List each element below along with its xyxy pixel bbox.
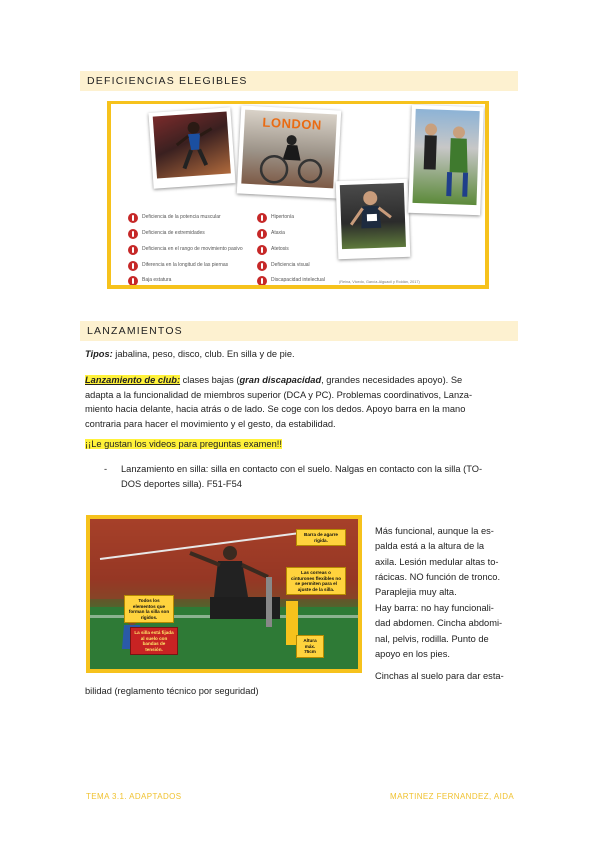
side-paragraph-1: Más funcional, aunque la es- palda está a la altura de la axila. Lesión medular altas to- rácicas. NO función de tronco. Paraplejia muy alta. [375,526,501,598]
deficiencias-figure: LONDON Deficiencia de la potencia muscular Deficiencia de extremidades Deficiencia en el rango de movimiento pasivo Diferencia en la longitud de las piernas Baja estatura Hipertonía Ataxia Atetosis Deficiencia visual Discapacidad intelectual (Reina, Vicedo, García-Alguacil y Roldán, 2017) [107,101,489,289]
tipos-label: Tipos: [85,349,113,359]
note-silla: La silla está fijada al suelo con bandas de tensión. [130,627,178,655]
figure-citation: (Reina, Vicedo, García-Alguacil y Roldán, 2017) [339,280,420,284]
deficiency-icon [128,229,138,239]
brand-text: LONDON [262,114,323,133]
deficiency-icon [128,261,138,271]
tipos-text: jabalina, peso, disco, club. En silla y de pie. [112,349,295,359]
photo-shot-put [408,105,484,215]
cinchas-line-1: Cinchas al suelo para dar esta- [375,671,504,681]
note-altura: Altura máx. 75cm [296,635,324,658]
deficiency-icon [257,213,267,223]
cinchas-line-2: bilidad (reglamento técnico por seguridad) [85,686,259,696]
section-title: DEFICIENCIAS ELEGIBLES [87,75,248,87]
deficiency-icon [128,245,138,255]
highlight-note: ¡¡Le gustan los videos para preguntas examen!! [85,439,282,449]
deficiency-icon [257,276,267,285]
side-paragraph-2: Hay barra: no hay funcionali- dad abdomen. Cincha abdomi- nal, pelvis, rodilla. Punto de apoyo en los pies. [375,603,503,659]
footer-topic: TEMA 3.1. ADAPTADOS [86,792,182,801]
deficiency-icon [257,229,267,239]
deficiency-icon [257,245,267,255]
footer-author: MARTINEZ FERNANDEZ, AIDA [390,792,515,801]
club-label: Lanzamiento de club: [85,375,181,385]
club-paragraph: Lanzamiento de club: clases bajas (gran discapacidad, grandes necesidades apoyo). Se adapta a la funcionalidad de miembros superior (DCA y PC). Problemas coordinativos, Lanza- miento hacia delante, hacia atrás o de lado. Se coge con los dedos. Apoyo barra en la mano contraria para hacer el movimiento y el gesto, da estabilidad. [85,375,473,429]
note-correas: Las correas o cinturones flexibles no se permiten para el ajuste de la silla. [286,567,346,595]
tipos-paragraph [85,347,295,362]
deficiency-icon [128,213,138,223]
section-title: LANZAMIENTOS [87,325,183,337]
deficiency-icon [257,261,267,271]
section-header-lanzamientos [80,321,518,341]
bullet-item: Lanzamiento en silla: silla en contacto con el suelo. Nalgas en contacto con la silla (TO- DOS deportes silla). F51-F54 [121,464,483,489]
photo-sprinter [148,107,235,189]
note-barra: Barra de agarre rígida. [296,529,346,546]
wheelchair-throw-figure [86,515,362,673]
photo-athlete-runner [336,179,411,259]
bullet-dash: - [104,464,108,474]
deficiency-icon [128,276,138,285]
section-header-deficiencias [80,71,518,91]
note-elementos: Todos los elementos que forman la silla son rígidos. [124,595,174,623]
photo-wheelchair-racer [237,105,341,198]
